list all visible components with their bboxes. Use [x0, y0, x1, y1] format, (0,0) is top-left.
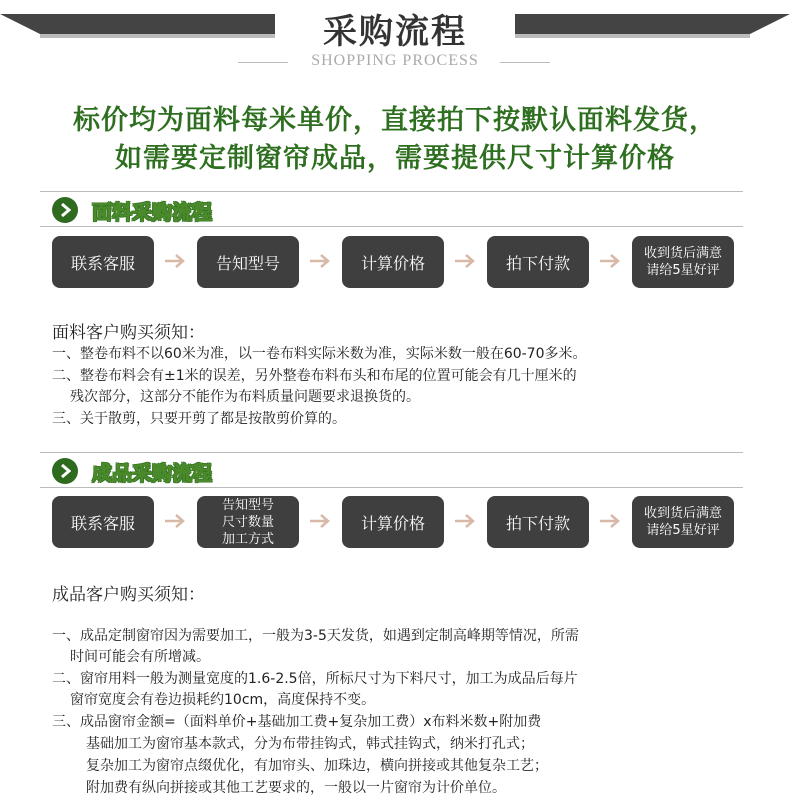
arrow-right-icon: [309, 253, 331, 269]
arrow-right-icon: [599, 253, 621, 269]
section-divider-top: [40, 452, 743, 453]
page-title: 采购流程: [323, 12, 467, 52]
product-note-2: 二、窗帘用料一般为测量宽度的1.6-2.5倍，所标尺寸为下料尺寸，加工为成品后每片: [52, 671, 578, 687]
arrow-right-icon: [164, 253, 186, 269]
product-step-4: 拍下付款: [487, 496, 589, 548]
fabric-section-title: 面料采购流程: [92, 200, 212, 224]
product-step-2: 告知型号 尺寸数量 加工方式: [197, 496, 299, 548]
chevron-right-icon: [52, 458, 78, 484]
product-note-3-line-4: 附加费有纵向拼接或其他工艺要求的，一般以一片窗帘为计价单位。: [86, 780, 506, 796]
fabric-step-4: 拍下付款: [487, 236, 589, 288]
page-subtitle: SHOPPING PROCESS: [311, 52, 479, 69]
product-step-1: 联系客服: [52, 496, 154, 548]
section-divider-bottom: [40, 487, 743, 488]
section-divider-bottom: [40, 226, 743, 227]
header-bar-left: [0, 14, 275, 34]
header-bar-right: [515, 14, 790, 34]
header-shadow-right: [515, 34, 750, 38]
product-note-3-line-3: 复杂加工为窗帘点缀优化，有加帘头、加珠边，横向拼接或其他复杂工艺；: [86, 758, 548, 774]
arrow-right-icon: [309, 513, 331, 529]
product-step-3: 计算价格: [342, 496, 444, 548]
arrow-right-icon: [454, 253, 476, 269]
product-note-3-line-2: 基础加工为窗帘基本款式，分为布带挂钩式，韩式挂钩式，纳米打孔式；: [86, 736, 534, 752]
fabric-note-2: 二、整卷布料会有±1米的误差，另外整卷布料布头和布尾的位置可能会有几十厘米的: [52, 368, 577, 384]
headline-line-1: 标价均为面料每米单价，直接拍下按默认面料发货，: [73, 105, 717, 136]
product-step-5: 收到货后满意 请给5星好评: [632, 496, 734, 548]
section-divider-top: [40, 191, 743, 192]
product-note-1: 一、成品定制窗帘因为需要加工，一般为3-5天发货，如遇到定制高峰期等情况，所需: [52, 628, 579, 644]
headline-line-2: 如需要定制窗帘成品，需要提供尺寸计算价格: [115, 143, 675, 174]
fabric-note-3: 三、关于散剪，只要开剪了都是按散剪价算的。: [52, 411, 346, 427]
header-shadow-left: [40, 34, 275, 38]
arrow-right-icon: [599, 513, 621, 529]
fabric-notes-title: 面料客户购买须知：: [52, 323, 205, 343]
product-notes-title: 成品客户购买须知：: [52, 585, 205, 605]
fabric-step-1: 联系客服: [52, 236, 154, 288]
fabric-step-3: 计算价格: [342, 236, 444, 288]
arrow-right-icon: [164, 513, 186, 529]
product-section-title: 成品采购流程: [92, 461, 212, 485]
fabric-step-5: 收到货后满意 请给5星好评: [632, 236, 734, 288]
product-note-1-cont: 时间可能会有所增减。: [70, 649, 210, 665]
chevron-right-icon: [52, 197, 78, 223]
fabric-step-2: 告知型号: [197, 236, 299, 288]
arrow-right-icon: [454, 513, 476, 529]
fabric-note-1: 一、整卷布料不以60米为准，以一卷布料实际米数为准，实际米数一般在60-70多米。: [52, 346, 587, 362]
product-note-3: 三、成品窗帘金额=（面料单价+基础加工费+复杂加工费）x布料米数+附加费: [52, 714, 542, 730]
product-note-2-cont: 窗帘宽度会有卷边损耗约10cm，高度保持不变。: [70, 692, 376, 708]
fabric-note-2-cont: 残次部分，这部分不能作为布料质量问题要求退换货的。: [70, 389, 420, 405]
